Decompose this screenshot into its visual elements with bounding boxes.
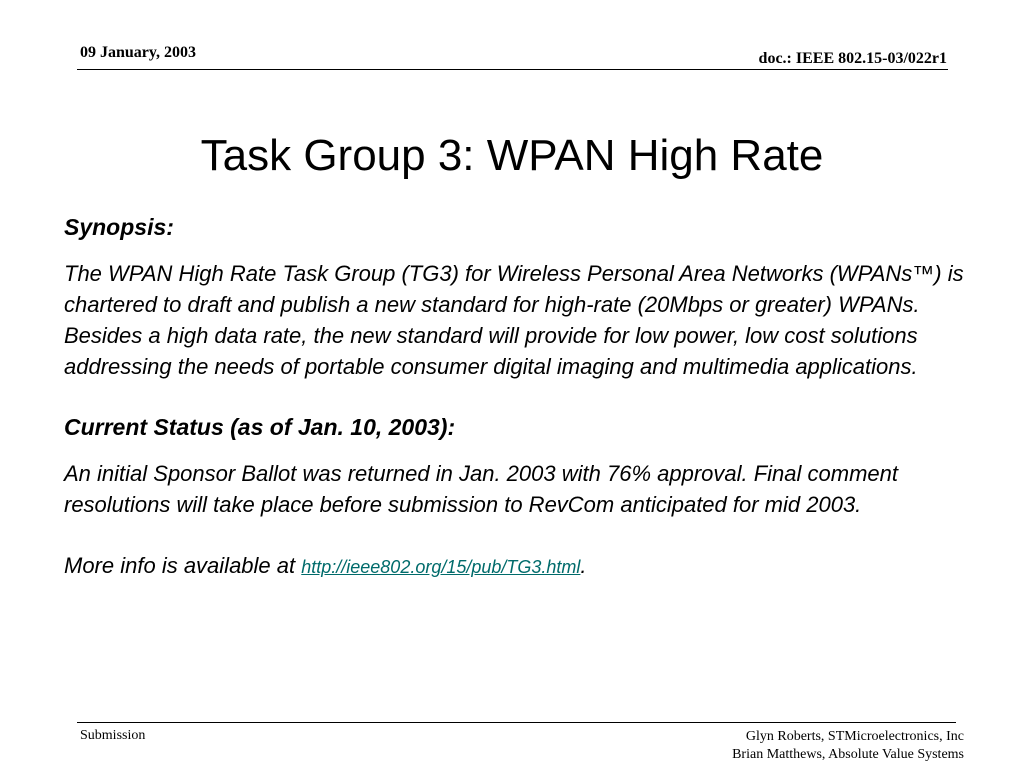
tg3-link[interactable]: http://ieee802.org/15/pub/TG3.html bbox=[301, 557, 581, 577]
footer-authors bbox=[732, 728, 964, 764]
synopsis-text: The WPAN High Rate Task Group (TG3) for Wireless Personal Area Networks (WPANs™) is chartered to draft and publish a new standard for high-rate (20Mbps or greater) WPANs. Besides a high data rate, the new standard will provide for low power, low cost solutions addressing the needs of portable consumer digital imaging and multimedia applications. bbox=[64, 261, 964, 379]
status-heading: Current Status (as of Jan. 10, 2003): bbox=[64, 414, 456, 440]
more-info-line bbox=[64, 550, 964, 583]
slide-title: Task Group 3: WPAN High Rate bbox=[200, 131, 824, 180]
footer-submission: Submission bbox=[80, 728, 146, 743]
status-text: An initial Sponsor Ballot was returned in Jan. 2003 with 76% approval. Final comment resolutions will take place before submission to RevCom anticipated for mid 2003. bbox=[64, 461, 899, 517]
header-doc-id: doc.: IEEE 802.15-03/022r1 bbox=[758, 50, 947, 67]
header-date: 09 January, 2003 bbox=[80, 44, 197, 61]
synopsis-heading: Synopsis: bbox=[64, 214, 174, 240]
footer-author-1: Glyn Roberts, STMicroelectronics, Inc bbox=[745, 729, 964, 744]
footer-author-2: Brian Matthews, Absolute Value Systems bbox=[732, 747, 964, 762]
more-info-prefix: More info is available at bbox=[64, 553, 302, 578]
header-divider bbox=[77, 69, 948, 70]
more-info-suffix: . bbox=[580, 553, 587, 578]
slide-body bbox=[64, 212, 964, 583]
footer-divider bbox=[77, 722, 956, 723]
